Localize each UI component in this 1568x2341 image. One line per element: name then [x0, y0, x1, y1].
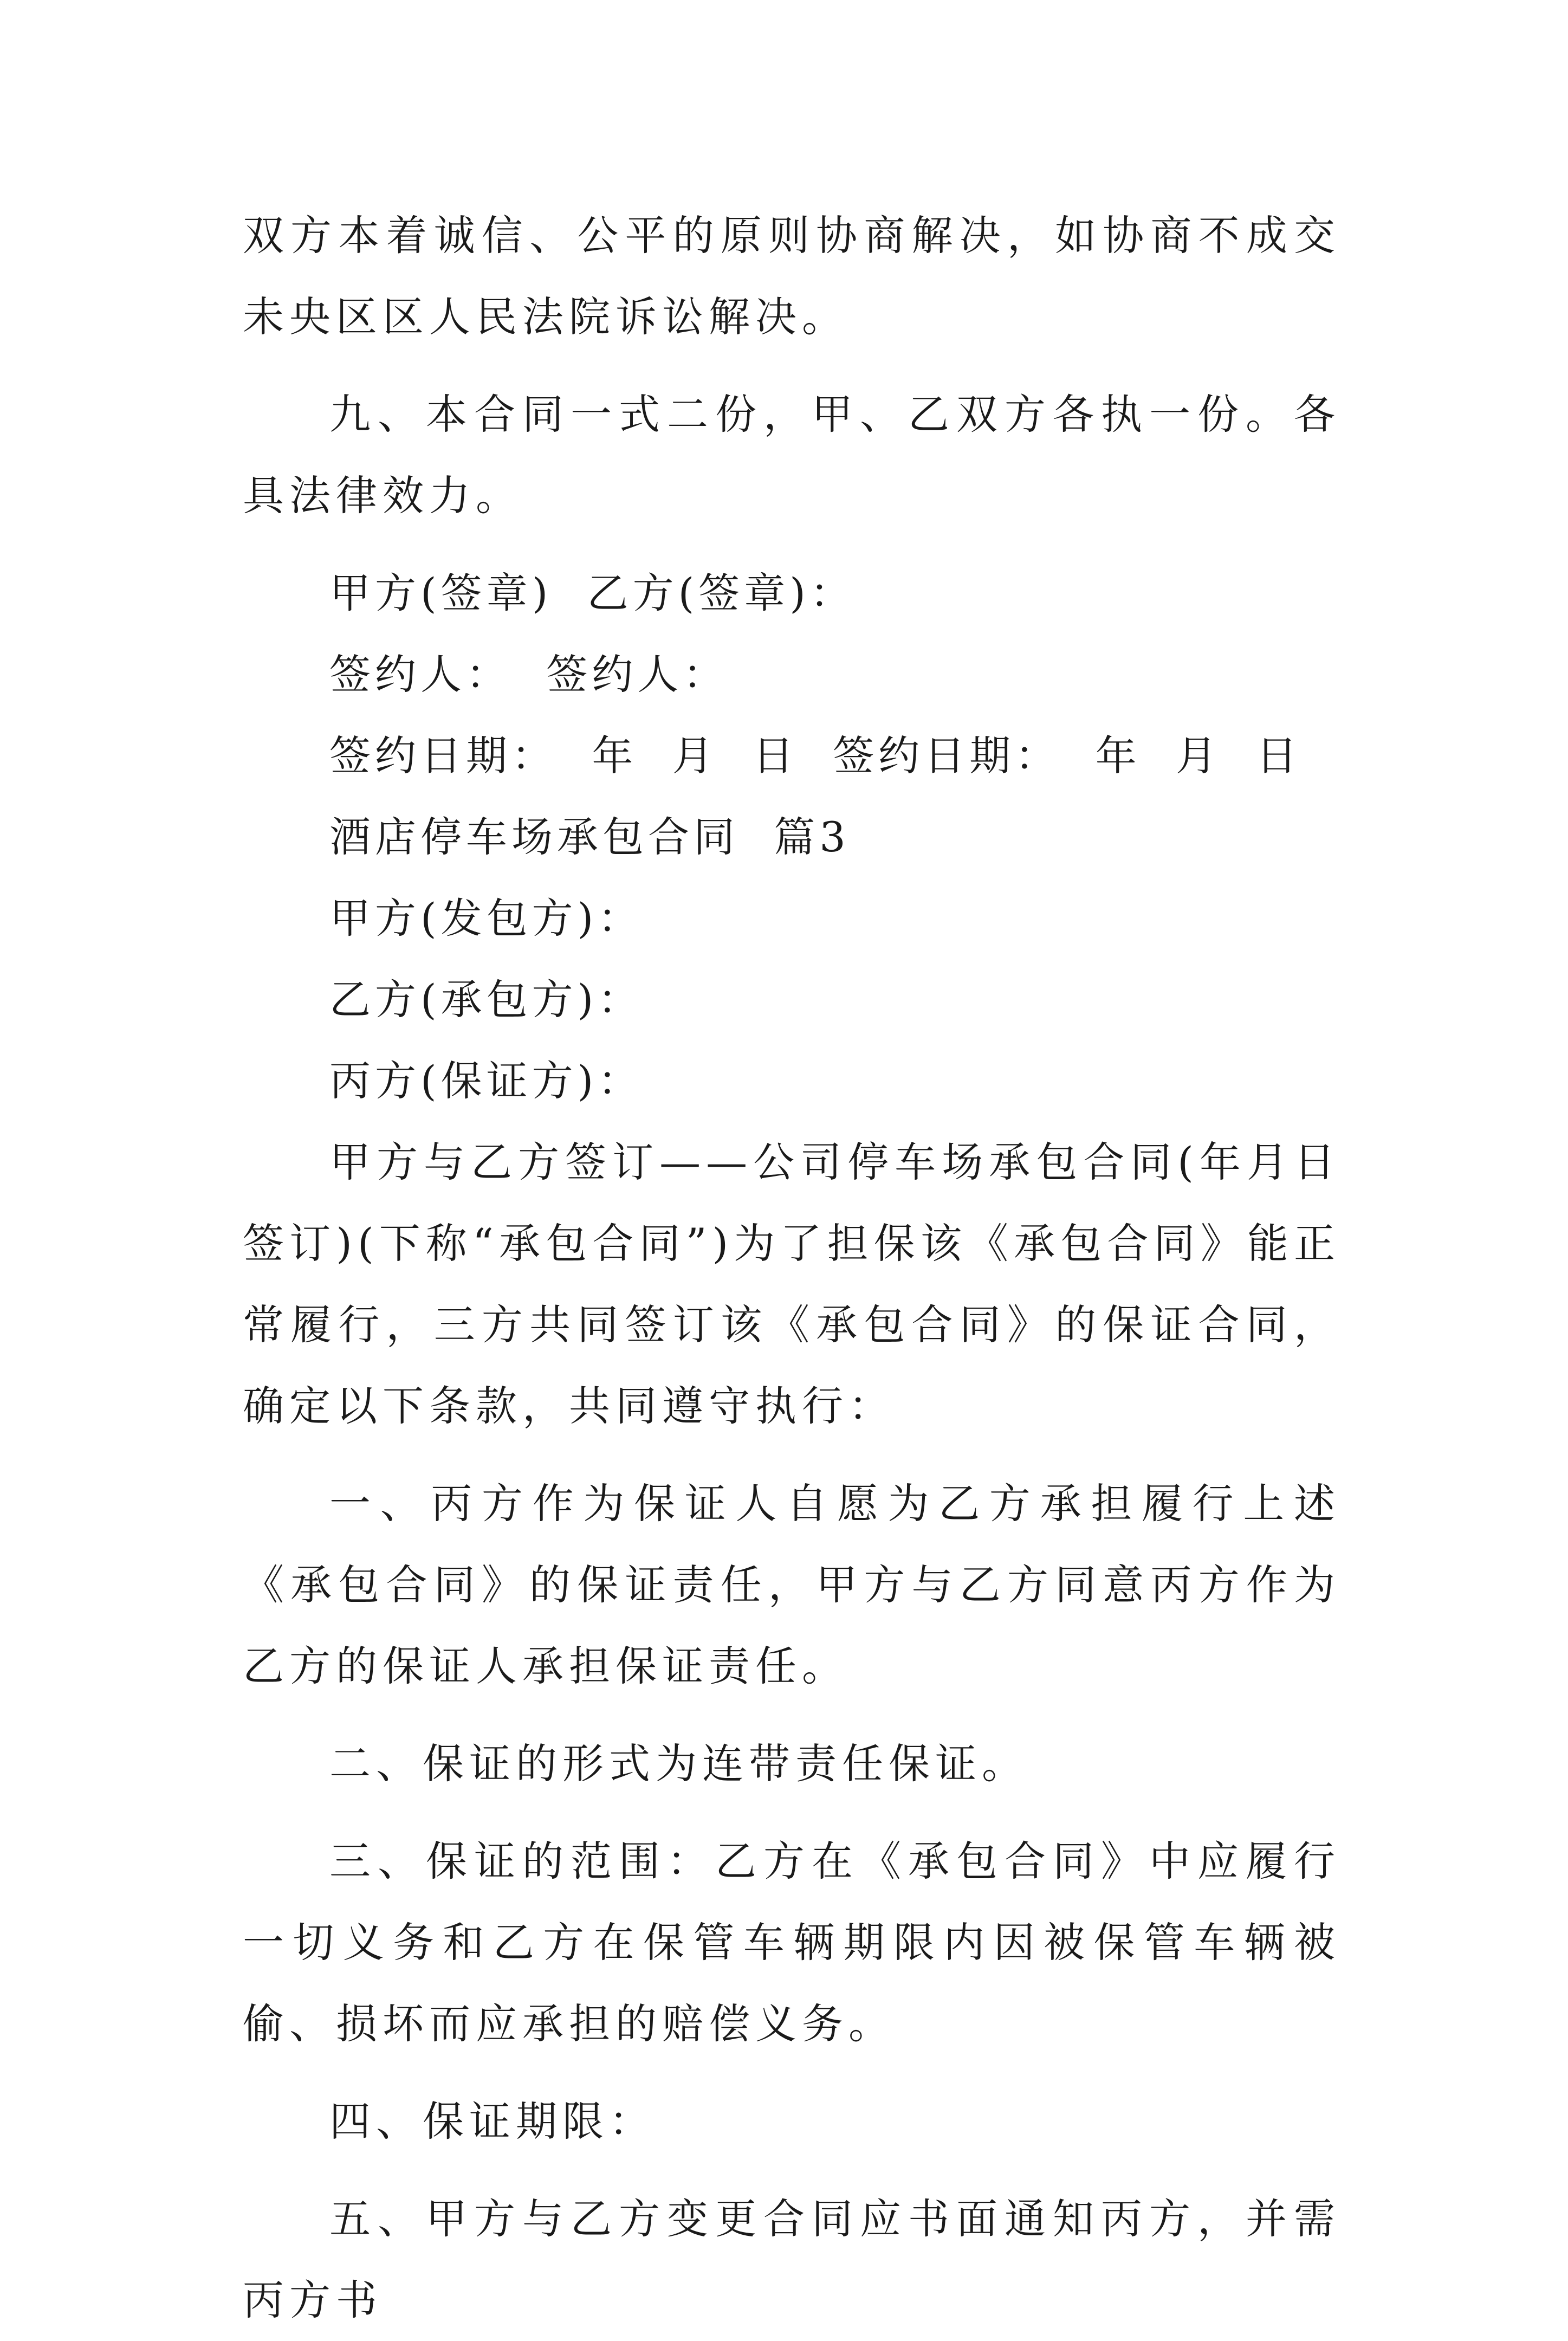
- document-body: [243, 195, 1340, 2341]
- paragraph-clause-one: 一、丙方作为保证人自愿为乙方承担履行上述《承包合同》的保证责任，甲方与乙方同意丙方作为乙方的保证人承担保证责任。: [243, 1479, 1340, 1690]
- paragraph-dispute-resolution: 双方本着诚信、公平的原则协商解决，如协商不成交未央区区人民法院诉讼解决。: [243, 211, 1340, 341]
- paragraph-clause-five: 五、甲方与乙方变更合同应书面通知丙方，并需丙方书: [243, 2195, 1340, 2324]
- paragraph-clause-two: 二、保证的形式为连带责任保证。: [329, 1739, 1028, 1788]
- section-heading: 酒店停车场承包合同 篇3: [329, 813, 850, 861]
- paragraph-clause-four: 四、保证期限：: [329, 2097, 656, 2145]
- signatory-line: 签约人： 签约人：: [329, 650, 729, 699]
- party-b-line: 乙方(承包方)：: [329, 975, 644, 1024]
- paragraph-preamble: 甲方与乙方签订——公司停车场承包合同(年月日签订)(下称“承包合同”)为了担保该《承包合同》能正常履行，三方共同签订该《承包合同》的保证合同，确定以下条款，共同遵守执行：: [243, 1138, 1340, 1430]
- party-a-line: 甲方(发包方)：: [329, 894, 644, 942]
- paragraph-clause-three: 三、保证的范围：乙方在《承包合同》中应履行一切义务和乙方在保管车辆期限内因被保管车辆被偷、损坏而应承担的赔偿义务。: [243, 1837, 1340, 2048]
- signing-date-line: 签约日期： 年 月 日 签约日期： 年 月 日: [329, 732, 1302, 780]
- party-c-line: 丙方(保证方)：: [329, 1057, 644, 1105]
- paragraph-clause-nine: 九、本合同一式二份，甲、乙双方各执一份。各具法律效力。: [243, 390, 1340, 520]
- signature-seal-line: 甲方(签章) 乙方(签章)：: [329, 569, 856, 617]
